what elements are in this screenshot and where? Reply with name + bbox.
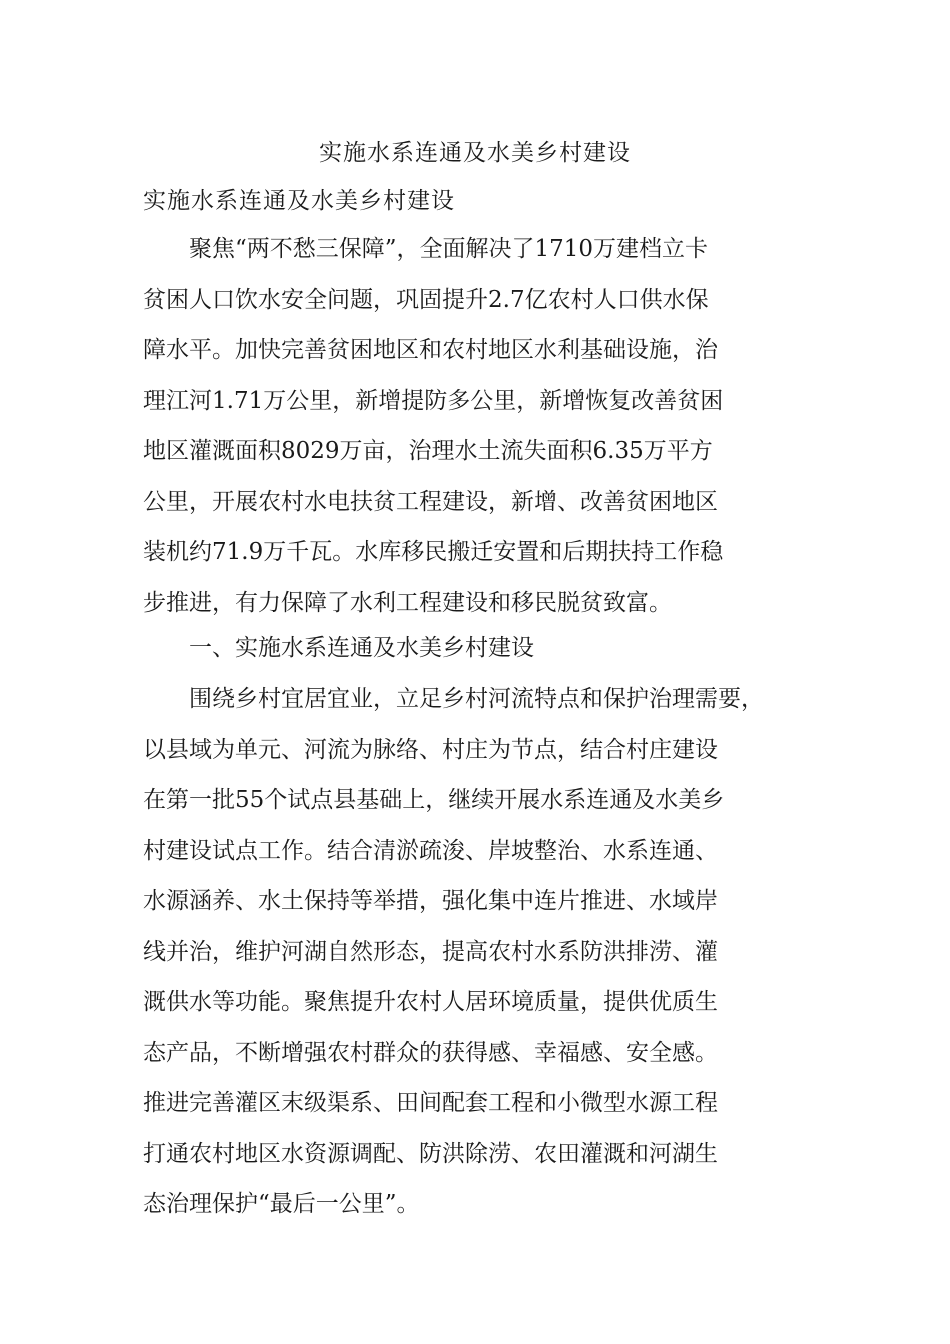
paragraph-line: 装机约71.9万千瓦。水库移民搬迁安置和后期扶持工作稳 [143,539,724,565]
paragraph-line: 公里，开展农村水电扶贫工程建设，新增、改善贫困地区 [143,488,718,515]
paragraph-line: 在第一批55个试点县基础上，继续开展水系连通及水美乡 [143,787,725,813]
paragraph-1 [143,224,815,628]
paragraph-line: 地区灌溉面积8029万亩，治理水土流失面积6.35万平方 [143,438,713,464]
document-title: 实施水系连通及水美乡村建设 [319,140,631,166]
paragraph-2 [143,674,815,1230]
paragraph-line: 障水平。加快完善贫困地区和农村地区水利基础设施，治 [143,337,718,363]
paragraph-line: 理江河1.71万公里，新增提防多公里，新增恢复改善贫困 [143,387,724,414]
paragraph-line: 聚焦“两不愁三保障”，全面解决了1710万建档立卡 [189,236,709,262]
paragraph-line: 围绕乡村宜居宜业，立足乡村河流特点和保护治理需要， [189,686,764,712]
paragraph-line: 溉供水等功能。聚焦提升农村人居环境质量，提供优质生 [143,989,718,1015]
paragraph-line: 以县域为单元、河流为脉络、村庄为节点，结合村庄建设 [143,736,718,763]
paragraph-line: 村建设试点工作。结合清淤疏浚、岸坡整治、水系连通、 [143,837,718,864]
section-heading-1: 一、实施水系连通及水美乡村建设 [189,635,534,661]
paragraph-line: 水源涵养、水土保持等举措，强化集中连片推进、水域岸 [143,888,718,914]
paragraph-line: 推进完善灌区末级渠系、田间配套工程和小微型水源工程 [143,1090,718,1116]
paragraph-line: 步推进，有力保障了水利工程建设和移民脱贫致富。 [143,589,672,616]
paragraph-line: 态治理保护“最后一公里”。 [143,1191,420,1217]
paragraph-line: 态产品，不断增强农村群众的获得感、幸福感、安全感。 [143,1039,718,1066]
paragraph-line: 贫困人口饮水安全问题，巩固提升2.7亿农村人口供水保 [143,286,709,313]
paragraph-line: 打通农村地区水资源调配、防洪除涝、农田灌溉和河湖生 [143,1140,718,1167]
document-subtitle: 实施水系连通及水美乡村建设 [143,188,455,214]
paragraph-line: 线并治，维护河湖自然形态，提高农村水系防洪排涝、灌 [143,938,718,965]
